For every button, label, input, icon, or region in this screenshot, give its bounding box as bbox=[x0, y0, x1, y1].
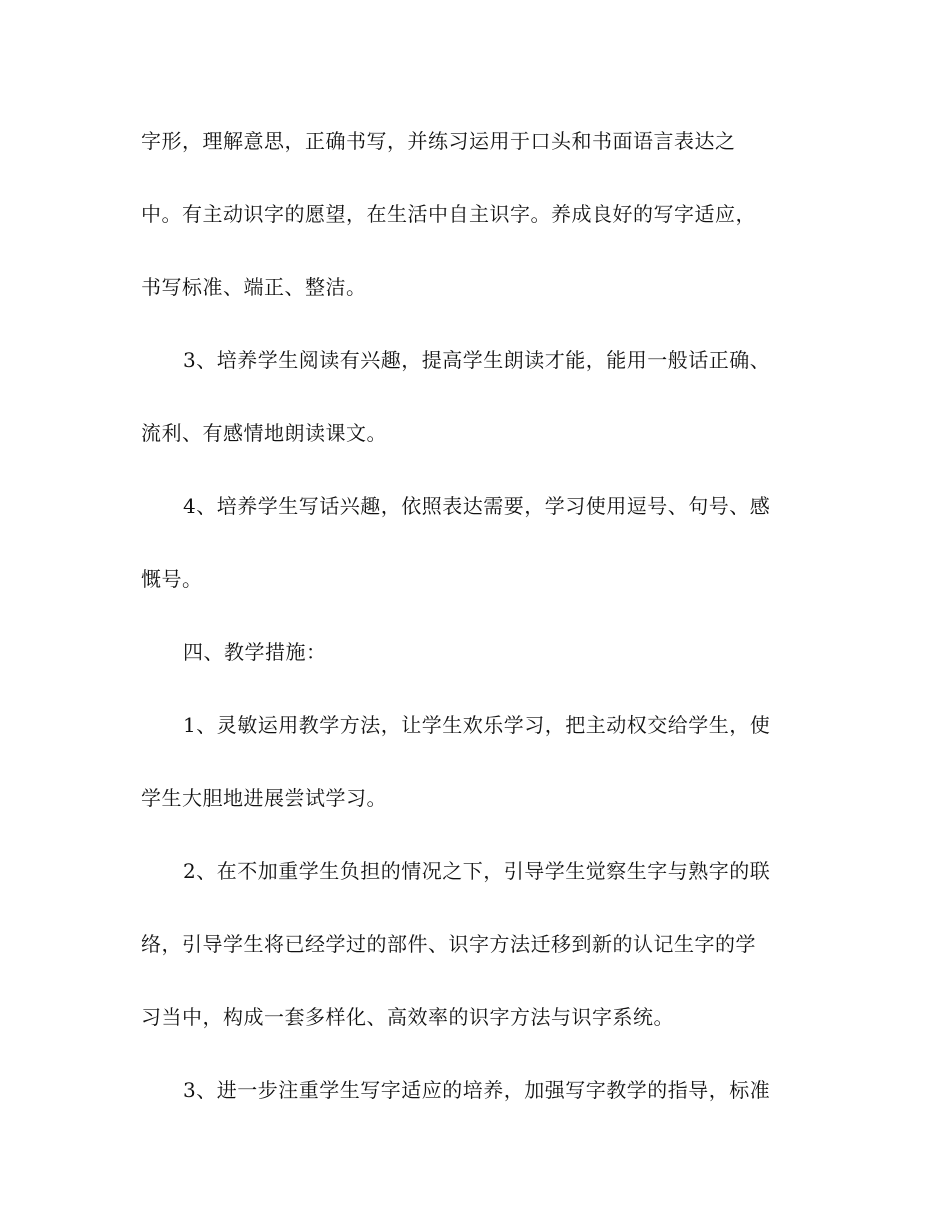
text-line: 字形，理解意思，正确书写，并练习运用于口头和书面语言表达之 bbox=[141, 129, 736, 153]
measure-2: 2、在不加重学生负担的情况之下，引导学生觉察生字与熟字的联 bbox=[183, 859, 771, 883]
text-line: 学生大胆地进展尝试学习。 bbox=[141, 786, 387, 810]
text-line: 络，引导学生将已经学过的部件、识字方法迁移到新的认记生字的学 bbox=[141, 932, 756, 956]
text-line: 习当中，构成一套多样化、高效率的识字方法与识字系统。 bbox=[141, 1005, 674, 1029]
text-line: 中。有主动识字的愿望，在生活中自主识字。养成良好的写字适应， bbox=[141, 202, 756, 226]
text-line: 书写标准、端正、整洁。 bbox=[141, 275, 367, 299]
text-line: 慨号。 bbox=[141, 567, 203, 591]
text-line: 流利、有感情地朗读课文。 bbox=[141, 421, 387, 445]
measure-3: 3、进一步注重学生写字适应的培养，加强写字教学的指导，标准 bbox=[183, 1078, 771, 1102]
measure-1: 1、灵敏运用教学方法，让学生欢乐学习，把主动权交给学生，使 bbox=[183, 713, 771, 737]
paragraph-3-goal: 3、培养学生阅读有兴趣，提高学生朗读才能，能用一般话正确、 bbox=[183, 348, 771, 372]
paragraph-4-goal: 4、培养学生写话兴趣，依照表达需要，学习使用逗号、句号、感 bbox=[183, 494, 771, 518]
section-heading: 四、教学措施： bbox=[183, 640, 327, 664]
